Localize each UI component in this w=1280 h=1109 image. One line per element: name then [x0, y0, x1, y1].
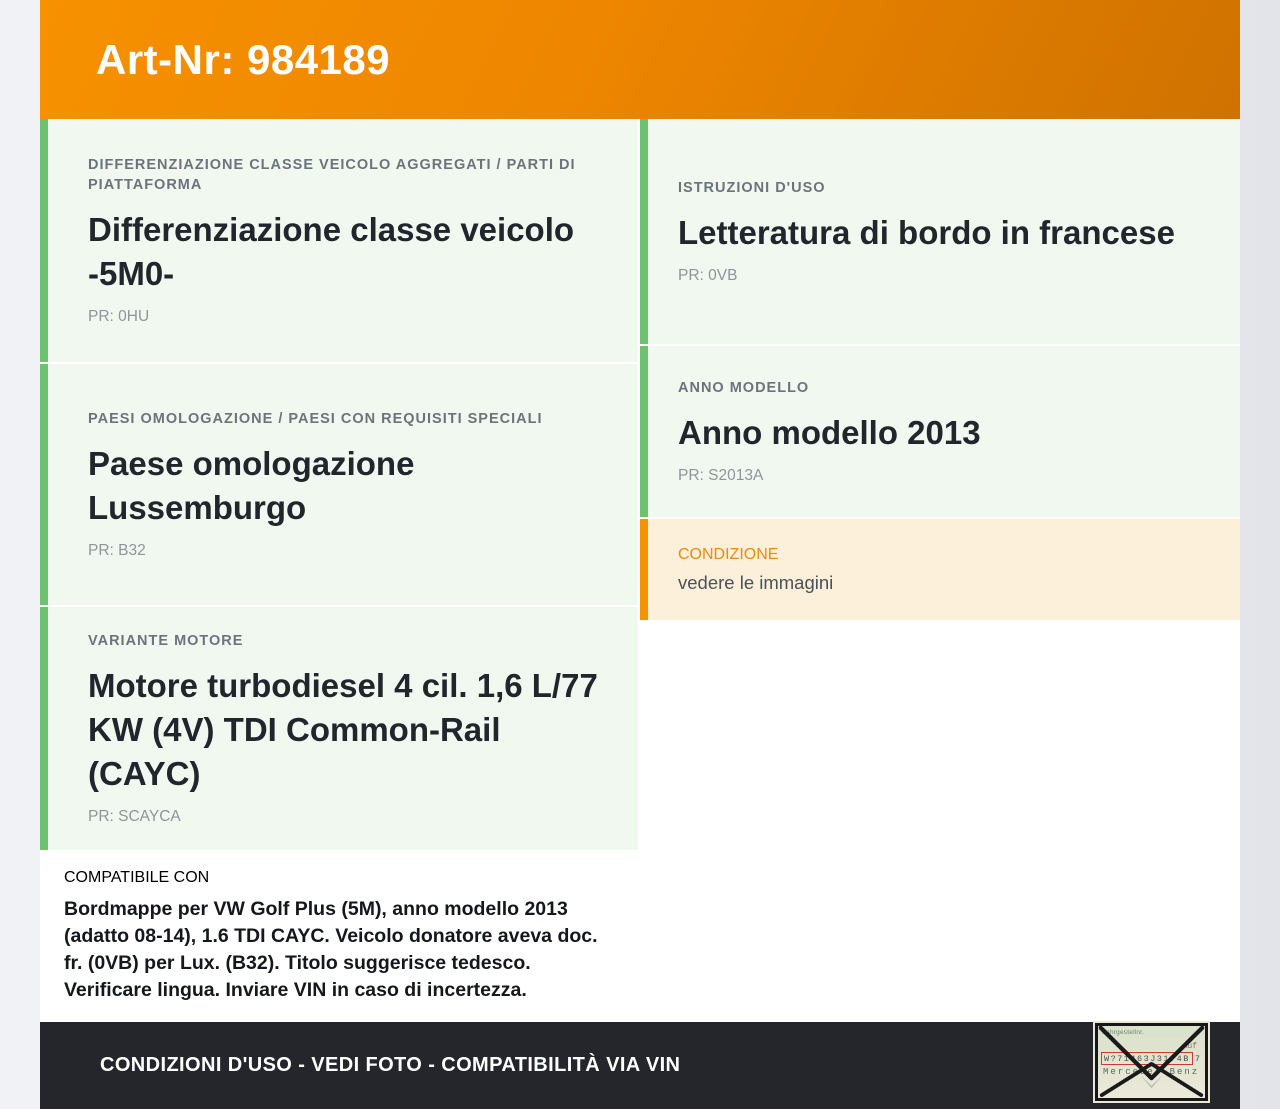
- card-condition: [640, 519, 1240, 620]
- compatibility-text: Bordmappe per VW Golf Plus (5M), anno modello 2013 (adatto 08-14), 1.6 TDI CAYC. Veicolo donatore aveva doc. fr. (0VB) per Lux. (B32). Titolo suggerisce tedesco. Verificare lingua. Inviare VIN in caso di incertezza.: [64, 897, 598, 1001]
- vin-suffix: 7: [1194, 1053, 1200, 1064]
- card-title: Paese omologazione Lussemburgo: [88, 445, 415, 526]
- pr-code: PR: B32: [88, 541, 146, 559]
- article-number-title: Art-Nr: 984189: [96, 35, 391, 83]
- vin-box: W?71463J31?4B: [1101, 1052, 1193, 1065]
- card-title: Differenziazione classe veicolo -5M0-: [88, 211, 575, 292]
- card-title: Anno modello 2013: [678, 414, 981, 452]
- listing-page: [40, 0, 1240, 1109]
- right-column: [640, 119, 1240, 1020]
- envelope-photo: [1093, 1021, 1210, 1103]
- card-vehicle-class: [40, 119, 638, 362]
- card-label: CONDIZIONE: [678, 545, 779, 563]
- card-title: Motore turbodiesel 4 cil. 1,6 L/77 KW (4V) TDI Common-Rail (CAYC): [88, 667, 598, 792]
- pr-code: PR: S2013A: [678, 466, 764, 484]
- envelope-icon: [1098, 1026, 1205, 1098]
- card-model-year: [640, 346, 1240, 517]
- card-title: Letteratura di bordo in francese: [678, 214, 1175, 252]
- card-label: VARIANTE MOTORE: [88, 633, 244, 650]
- doc-text-fragment: Auf: [1182, 1042, 1197, 1051]
- card-grid: [40, 119, 1240, 1020]
- brand-text: Mercedes-Benz: [1103, 1067, 1200, 1077]
- pr-code: PR: SCAYCA: [88, 807, 181, 825]
- card-homologation-country: [40, 364, 638, 605]
- card-label: DIFFERENZIAZIONE CLASSE VEICOLO AGGREGATI / PARTI DI PIATTAFORMA: [88, 157, 576, 194]
- doc-field-label: Fahrgestellnr.: [1102, 1029, 1145, 1036]
- footer-bar: [40, 1022, 1240, 1109]
- condition-text: vedere le immagini: [678, 571, 834, 593]
- header-banner: [40, 0, 1240, 119]
- pr-code: PR: 0VB: [678, 266, 738, 284]
- footer-notice: CONDIZIONI D'USO - VEDI FOTO - COMPATIBILITÀ VIA VIN: [100, 1054, 681, 1076]
- empty-area: [640, 622, 1240, 1020]
- card-engine-variant: [40, 607, 638, 850]
- card-label: ISTRUZIONI D'USO: [678, 180, 826, 197]
- card-compatibility: [40, 852, 638, 1020]
- card-label: ANNO MODELLO: [678, 380, 810, 397]
- registration-document: [1095, 1023, 1208, 1101]
- left-column: [40, 119, 638, 1020]
- card-user-manual: [640, 119, 1240, 344]
- card-label: PAESI OMOLOGAZIONE / PAESI CON REQUISITI SPECIALI: [88, 411, 543, 428]
- pr-code: PR: 0HU: [88, 307, 150, 325]
- card-label: COMPATIBILE CON: [64, 868, 210, 886]
